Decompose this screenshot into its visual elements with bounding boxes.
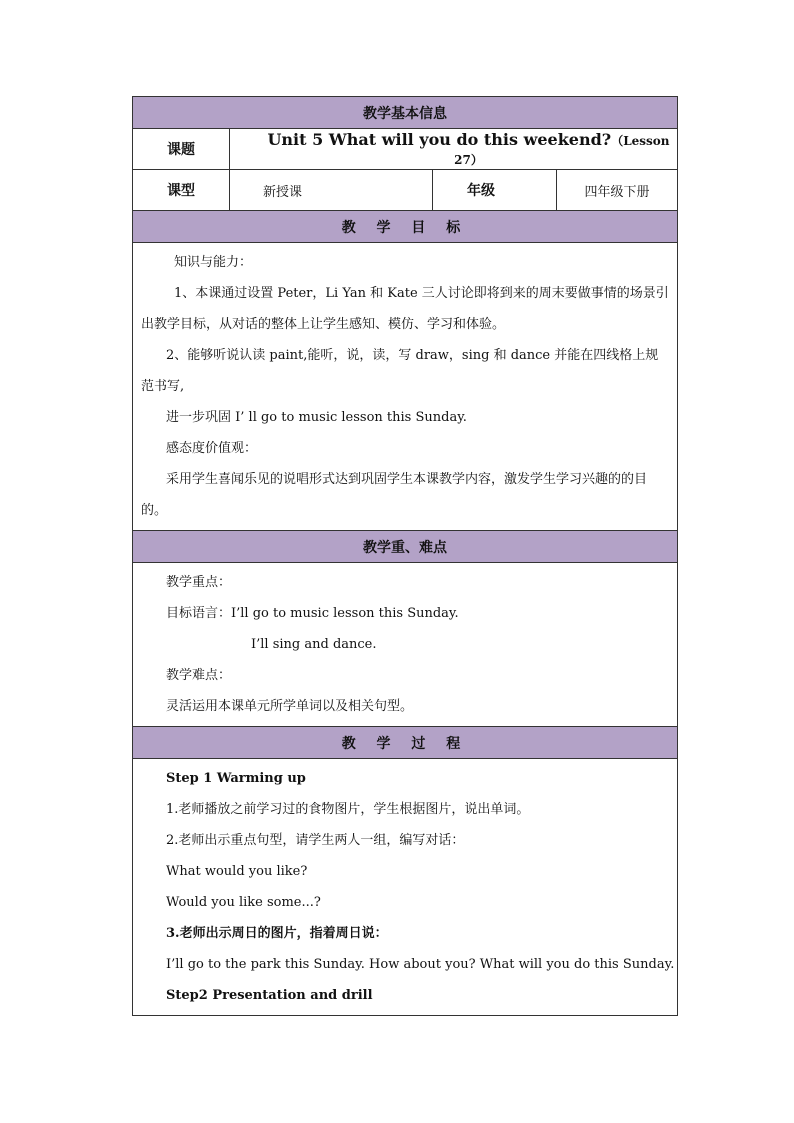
goals-line-6: 采用学生喜闻乐见的说唱形式达到巩固学生本课教学内容，激发学生学习兴趣的的目的。 <box>141 472 648 518</box>
process-header <box>133 727 678 759</box>
grade-label: 年级 <box>467 183 495 199</box>
grade-value: 四年级下册 <box>584 184 650 200</box>
goals-line-5: 感态度价值观： <box>166 441 258 456</box>
topic-label-cell <box>133 129 230 170</box>
goals-body <box>133 243 678 531</box>
process-body <box>133 759 678 1016</box>
keys-header <box>133 531 678 563</box>
process-line-2: 1.老师播放之前学习过的食物图片，学生根据图片，说出单词。 <box>166 802 530 817</box>
basic-info-header-text: 教学基本信息 <box>363 105 447 122</box>
process-line-5: Would you like some...? <box>166 895 321 910</box>
keys-line-1: 教学重点： <box>166 575 232 590</box>
process-line-3: 2.老师出示重点句型，请学生两人一组，编写对话： <box>166 833 465 848</box>
type-value-cell <box>230 170 433 211</box>
goals-header <box>133 211 678 243</box>
goals-line-2: 1、本课通过设置 Peter，Li Yan 和 Kate 三人讨论即将到来的周末要做事情的场景引出教学目标，从对话的整体上让学生感知、模仿、学习和体验。 <box>141 286 669 332</box>
topic-lesson: （Lesson 27） <box>454 134 670 167</box>
keys-header-text: 教学重、难点 <box>363 539 447 556</box>
keys-line-4: 教学难点： <box>166 668 232 683</box>
basic-info-header <box>133 97 678 129</box>
process-line-6: 3.老师出示周日的图片，指着周日说： <box>166 926 388 941</box>
process-line-8: Step2 Presentation and drill <box>166 988 373 1003</box>
keys-line-3: I’ll sing and dance. <box>251 637 377 652</box>
goals-line-1: 知识与能力： <box>174 255 253 270</box>
keys-line-5: 灵活运用本课单元所学单词以及相关句型。 <box>166 699 414 714</box>
process-line-4: What would you like? <box>166 864 308 879</box>
keys-body <box>133 563 678 727</box>
grade-value-cell <box>557 170 678 211</box>
topic-title-cell <box>230 129 678 170</box>
lesson-plan-sheet <box>132 96 677 1016</box>
process-line-7: I’ll go to the park this Sunday. How about you? What will you do this Sunday. <box>166 957 675 972</box>
lesson-plan-table <box>132 96 678 1016</box>
type-label-cell <box>133 170 230 211</box>
goals-header-text: 教 学 目 标 <box>341 219 469 236</box>
keys-line-2: 目标语言：I’ll go to music lesson this Sunday. <box>166 606 459 621</box>
goals-line-3: 2、能够听说认读 paint,能听，说，读，写 draw，sing 和 dance 并能在四线格上规范书写, <box>141 348 659 394</box>
topic-title: Unit 5 What will you do this weekend? <box>267 130 612 149</box>
topic-label: 课题 <box>167 142 195 158</box>
grade-label-cell <box>433 170 557 211</box>
type-label: 课型 <box>167 183 195 199</box>
process-line-1: Step 1 Warming up <box>166 771 306 786</box>
goals-line-4: 进一步巩固 I’ ll go to music lesson this Sunday. <box>166 410 467 425</box>
type-value: 新授课 <box>263 184 303 200</box>
process-header-text: 教 学 过 程 <box>341 735 469 752</box>
